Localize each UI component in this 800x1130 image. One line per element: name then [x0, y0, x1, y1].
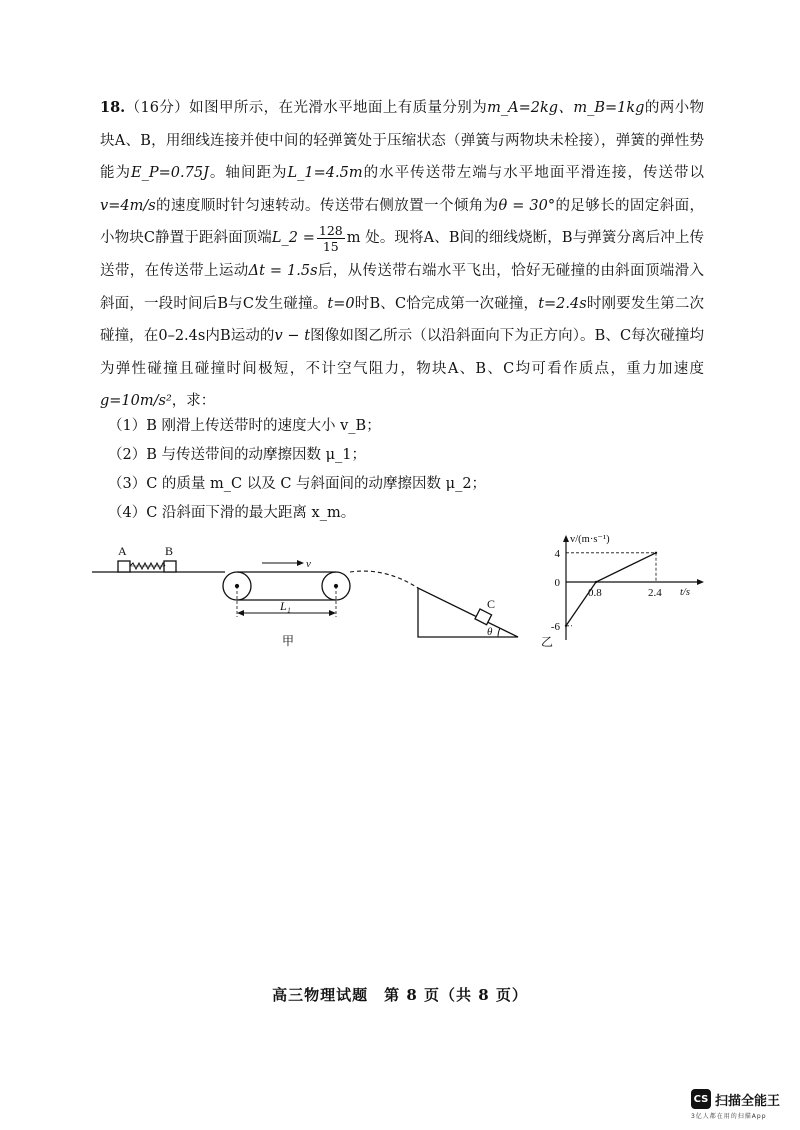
- problem-paragraph: [100, 92, 704, 418]
- problem-points: （16分）: [125, 100, 190, 116]
- l1-arrow-left: [237, 610, 244, 616]
- math-delta-t: Δt = 1.5s: [248, 262, 318, 279]
- label-l1: L₁: [280, 599, 291, 613]
- label-a: A: [118, 544, 127, 558]
- math-g: g=10m/s²: [100, 393, 172, 410]
- label-c: C: [487, 597, 496, 611]
- y-axis-arrow: [563, 535, 569, 542]
- text-segment: 时B、C恰完成第一次碰撞，: [354, 295, 539, 312]
- question-4: （4）C 沿斜面下滑的最大距离 x_m。: [108, 505, 356, 521]
- figure-yi-vt-chart: [541, 534, 704, 649]
- series-line-b: [566, 553, 656, 626]
- math-l2: L_2 =: [271, 230, 315, 247]
- text-segment: 如图甲所示，在光滑水平地面上有质量分别为: [189, 100, 488, 116]
- label-v: v: [306, 558, 311, 570]
- problem-number: 18.: [100, 99, 126, 116]
- text-segment: ，求：: [171, 393, 216, 410]
- y-tick-label: -6: [550, 620, 560, 633]
- y-axis-label: v/(m·s⁻¹): [570, 534, 610, 545]
- fraction-l2: [317, 223, 345, 254]
- l1-arrow-right: [329, 610, 336, 616]
- text-segment: 的速度顺时针匀速转动。传送带右侧放置一个倾角为: [155, 197, 499, 214]
- incline: [418, 588, 518, 637]
- watermark-tagline: 3亿人都在用的扫描App: [690, 1113, 767, 1120]
- math-theta: θ = 30°: [498, 197, 556, 214]
- x-axis-arrow: [697, 579, 704, 585]
- block-b: [164, 561, 176, 572]
- watermark-app-name: 扫描全能王: [714, 1093, 780, 1109]
- question-2: （2）B 与传送带间的动摩擦因数 μ_1；: [108, 447, 366, 463]
- text-segment: 的两小物块A、B，用细线连接并使中间的轻弹簧处于压缩状态（弹簧与两物块未栓接），弹簧的弹性势能为: [100, 100, 705, 182]
- sub-questions: [108, 412, 708, 528]
- caption-yi: 乙: [541, 635, 554, 649]
- scanner-watermark: [691, 1089, 780, 1120]
- x-tick-label: 2.4: [648, 587, 662, 599]
- x-axis-label: t/s: [680, 587, 690, 598]
- y-tick-label: 0: [554, 577, 560, 589]
- problem-statement: [100, 92, 704, 418]
- math-vt: v − t: [274, 328, 311, 345]
- text-segment: 后，从传送带右端水平飞出，恰好无碰撞的由斜面顶端滑入斜面，一段时间后B与C发生碰撞。: [100, 262, 705, 312]
- data-point: [595, 581, 597, 583]
- math-masses: m_A=2kg、m_B=1kg: [487, 100, 645, 116]
- figures: [0, 525, 800, 665]
- block-a: [118, 561, 130, 572]
- math-t24: t=2.4s: [538, 295, 587, 312]
- caption-jia: 甲: [282, 634, 295, 648]
- text-segment: 的水平传送带左端与水平地面平滑连接，传送带以: [362, 165, 705, 182]
- y-tick-label: 4: [554, 547, 560, 560]
- text-segment: 。轴间距为: [208, 165, 288, 182]
- text-segment: 的足够长的固定斜面，小物块C静置于距斜面顶端: [100, 197, 704, 247]
- trajectory-dashed: [350, 571, 418, 588]
- x-tick-label: 0.8: [588, 587, 602, 599]
- text-segment: m 处。现将A、B间的细线烧断，B与弹簧分离后冲上传送带，在传送带上运动: [100, 230, 705, 279]
- question-3: （3）C 的质量 m_C 以及 C 与斜面间的动摩擦因数 μ_2；: [108, 476, 487, 492]
- page-footer: 高三物理试题 第 8 页（共 8 页）: [272, 986, 528, 1004]
- velocity-arrowhead: [297, 560, 304, 566]
- text-segment: 图像如图乙所示（以沿斜面向下为正方向）。B、C每次碰撞均为弹性碰撞且碰撞时间极短，不计空气阻力，物块A、B、C均可看作质点，重力加速度: [100, 328, 704, 377]
- text-segment: 时刚要发生第二次碰撞，在0–2.4s内B运动的: [100, 295, 705, 345]
- math-energy: E_P=0.75J: [131, 165, 209, 182]
- label-theta: θ: [487, 626, 493, 638]
- fraction-numerator: 128: [318, 222, 343, 238]
- math-speed: v=4m/s: [100, 197, 156, 214]
- label-b: B: [165, 544, 174, 558]
- camscanner-logo-icon: CS: [691, 1089, 711, 1109]
- math-t0: t=0: [327, 295, 355, 312]
- math-l1: L_1=4.5m: [287, 165, 363, 182]
- figure-jia: [92, 560, 518, 637]
- question-1: （1）B 刚滑上传送带时的速度大小 v_B；: [108, 418, 381, 434]
- watermark-row: [691, 1089, 780, 1109]
- fraction-denominator: 15: [322, 238, 339, 254]
